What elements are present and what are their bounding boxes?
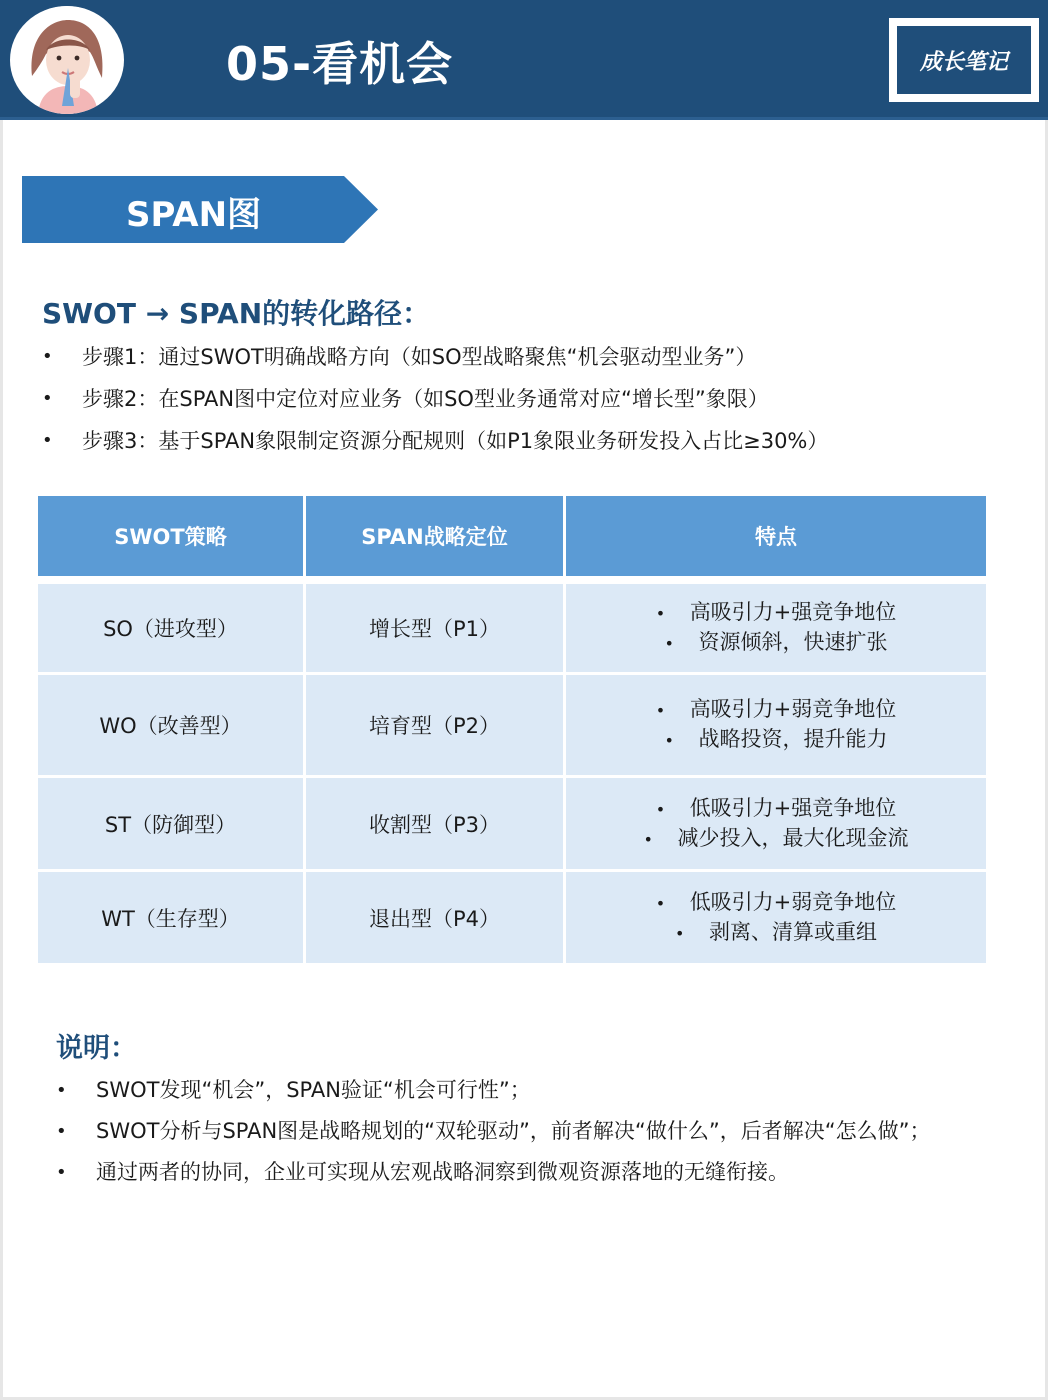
swot-cell: WT（生存型） bbox=[38, 872, 306, 963]
feature-item: 战略投资，提升能力 bbox=[698, 727, 888, 751]
span-cell: 培育型（P2） bbox=[306, 675, 566, 778]
swot-cell: ST（防御型） bbox=[38, 778, 306, 872]
list-item: • 通过两者的协同，企业可实现从宏观战略洞察到微观资源落地的无缝衔接。 bbox=[56, 1152, 956, 1193]
table-row bbox=[38, 778, 986, 872]
feature-item: 低吸引力+弱竞争地位 bbox=[689, 889, 897, 914]
conversion-path-title: SWOT → SPAN的转化路径： bbox=[42, 297, 431, 330]
table-row bbox=[38, 584, 986, 675]
features-cell bbox=[566, 584, 986, 675]
span-cell: 增长型（P1） bbox=[306, 584, 566, 675]
feature-item: 资源倾斜，快速扩张 bbox=[698, 630, 888, 654]
feature-item: 高吸引力+弱竞争地位 bbox=[689, 697, 897, 721]
header-features: 特点 bbox=[566, 496, 986, 584]
span-cell: 收割型（P3） bbox=[306, 778, 566, 872]
section-banner-label: SPAN图 bbox=[126, 195, 262, 235]
list-item: • 步骤2：在SPAN图中定位对应业务（如SO型业务通常对应“增长型”象限） bbox=[42, 382, 828, 424]
list-item: • SWOT发现“机会”，SPAN验证“机会可行性”； bbox=[56, 1070, 956, 1111]
table-row bbox=[38, 872, 986, 963]
notes-title: 说明： bbox=[56, 1033, 137, 1064]
notes-list bbox=[56, 1070, 956, 1193]
header-span-position: SPAN战略定位 bbox=[306, 496, 566, 584]
feature-item: 剥离、清算或重组 bbox=[708, 919, 877, 944]
table-header-row bbox=[38, 496, 986, 584]
section-banner bbox=[22, 176, 378, 243]
header-swot-strategy: SWOT策略 bbox=[38, 496, 306, 584]
feature-item: 低吸引力+强竞争地位 bbox=[689, 795, 897, 820]
list-item: • 步骤1：通过SWOT明确战略方向（如SO型战略聚焦“机会驱动型业务”） bbox=[42, 340, 828, 382]
badge-label: 成长笔记 bbox=[919, 49, 1008, 75]
span-cell: 退出型（P4） bbox=[306, 872, 566, 963]
features-cell bbox=[566, 872, 986, 963]
list-item: • 步骤3：基于SPAN象限制定资源分配规则（如P1象限业务研发投入占比≥30%） bbox=[42, 424, 828, 466]
swot-cell: SO（进攻型） bbox=[38, 584, 306, 675]
table-row bbox=[38, 675, 986, 778]
list-item: • SWOT分析与SPAN图是战略规划的“双轮驱动”，前者解决“做什么”，后者解决“怎么做”； bbox=[56, 1111, 956, 1152]
conversion-steps-list bbox=[42, 340, 828, 466]
feature-item: 高吸引力+强竞争地位 bbox=[689, 600, 897, 624]
growth-notes-badge bbox=[889, 18, 1039, 102]
page-title: 05-看机会 bbox=[226, 37, 454, 91]
features-cell bbox=[566, 778, 986, 872]
page-header bbox=[0, 0, 1048, 120]
avatar-illustration bbox=[10, 6, 124, 114]
avatar bbox=[10, 6, 124, 114]
features-cell bbox=[566, 675, 986, 778]
swot-cell: WO（改善型） bbox=[38, 675, 306, 778]
swot-span-table bbox=[38, 496, 986, 963]
feature-item: 减少投入，最大化现金流 bbox=[677, 825, 909, 850]
